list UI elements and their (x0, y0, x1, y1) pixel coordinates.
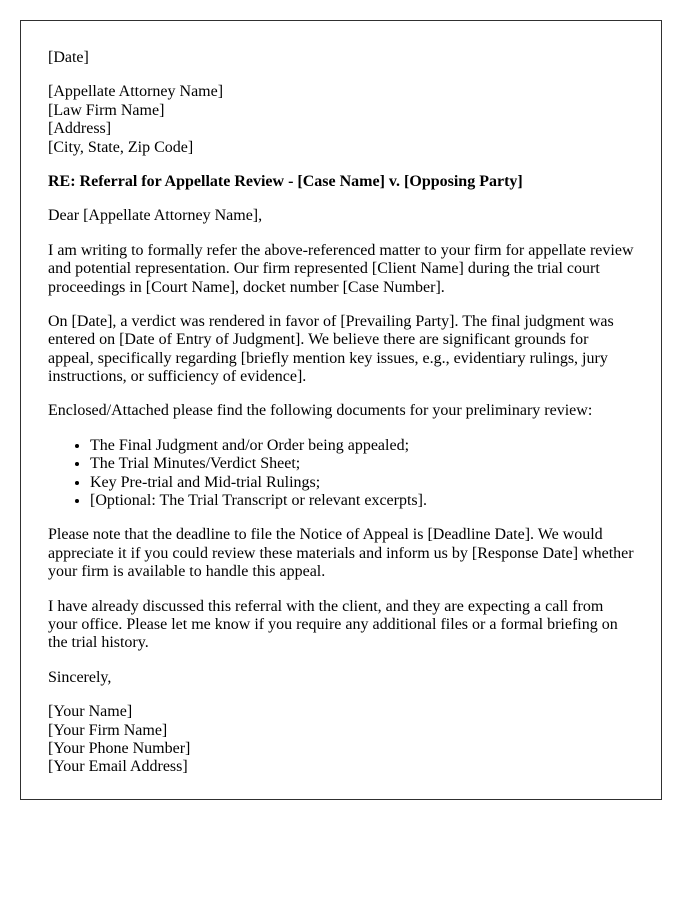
paragraph-enclosed-intro: Enclosed/Attached please find the following documents for your preliminary review: (48, 402, 593, 420)
recipient-city-state-zip: [City, State, Zip Code] (48, 138, 194, 156)
recipient-firm-name: [Law Firm Name] (48, 101, 165, 119)
recipient-address: [Address] (48, 120, 112, 138)
paragraph-deadline: Please note that the deadline to file the Notice of Appeal is [Deadline Date]. We would appreciate it if you could review these materials and inform us by [Response Date] whether your firm is available to handle this appeal. (48, 526, 634, 581)
signature-email-address: [Your Email Address] (48, 758, 188, 776)
paragraph-intro: I am writing to formally refer the above-referenced matter to your firm for appellate review and potential representation. Our firm represented [Client Name] during the trial court proceedings in [Court Name], docket number [Case Number]. (48, 241, 634, 296)
paragraph-verdict: On [Date], a verdict was rendered in favor of [Prevailing Party]. The final judgment was entered on [Date of Entry of Judgment]. We believe there are significant grounds for appeal, specifically regarding [briefly mention key issues, e.g., evidentiary rulings, jury instructions, or sufficiency of evidence]. (48, 312, 614, 386)
enclosure-list (48, 437, 634, 511)
date-line: [Date] (48, 49, 89, 66)
signature-firm-name: [Your Firm Name] (48, 721, 168, 739)
recipient-address-block (48, 83, 634, 157)
subject-line: RE: Referral for Appellate Review - [Case Name] v. [Opposing Party] (48, 172, 523, 190)
enclosure-item-rulings: • Key Pre-trial and Mid-trial Rulings; (90, 474, 634, 492)
enclosure-item-transcript: • [Optional: The Trial Transcript or relevant excerpts]. (90, 492, 634, 510)
salutation: Dear [Appellate Attorney Name], (48, 207, 263, 225)
enclosure-item-final-judgment: • The Final Judgment and/or Order being appealed; (90, 437, 634, 455)
signature-block (48, 703, 634, 777)
recipient-attorney-name: [Appellate Attorney Name] (48, 83, 224, 101)
enclosure-item-trial-minutes: • The Trial Minutes/Verdict Sheet; (90, 455, 634, 473)
paragraph-client-discussed: I have already discussed this referral with the client, and they are expecting a call from your office. Please let me know if you require any additional files or a formal briefing on the trial history. (48, 597, 618, 652)
signature-name: [Your Name] (48, 703, 133, 721)
valediction: Sincerely, (48, 668, 112, 686)
letter-document (20, 20, 662, 800)
signature-phone-number: [Your Phone Number] (48, 739, 191, 757)
